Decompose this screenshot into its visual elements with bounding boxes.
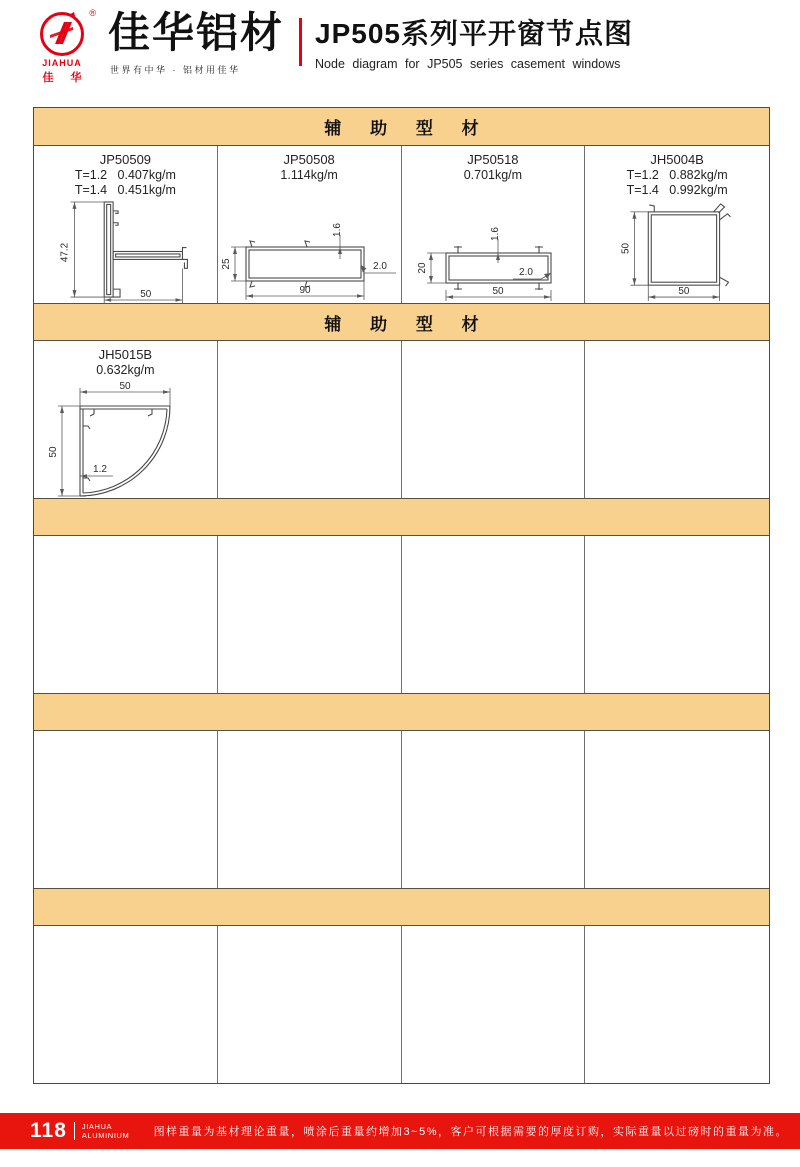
profile-spec: 0.701kg/m [463, 168, 523, 182]
profile-cell-jp50518 [402, 146, 586, 303]
section-band-3 [34, 498, 769, 536]
dim-label: 20 [417, 262, 429, 274]
table-row [34, 146, 769, 303]
dim-label: 1.6 [490, 227, 502, 241]
footer-brand [82, 1122, 130, 1140]
profile-spec: T=1.4 0.992kg/m [626, 183, 728, 197]
profile-name: JP50508 [283, 152, 335, 167]
table-row [34, 536, 769, 693]
empty-cell [585, 341, 769, 498]
empty-cell [218, 731, 402, 888]
brand-block [108, 10, 284, 76]
section-band-label: 辅 助 型 材 [324, 314, 491, 334]
page-subtitle: Node diagram for JP505 series casement windows [315, 57, 621, 71]
table-row [34, 926, 769, 1083]
section-band-1 [34, 108, 769, 146]
profile-cell-jh5015b [34, 341, 218, 498]
dim-label: 50 [678, 286, 690, 298]
page-number: 118 [30, 1119, 67, 1142]
footer-divider [74, 1122, 75, 1140]
profile-drawing-jh5004b [586, 198, 769, 303]
brand-title: 佳华铝材 [108, 9, 285, 56]
dim-label: 50 [492, 286, 504, 297]
logo-text-cn: 佳 华 [42, 72, 89, 84]
profile-spec: T=1.2 0.882kg/m [626, 168, 728, 182]
section-band-label: 辅 助 型 材 [324, 119, 491, 138]
empty-cell [402, 341, 586, 498]
profile-spec: 1.114kg/m [280, 168, 338, 182]
dim-label: 47.2 [59, 242, 71, 263]
brand-slogan: 世界有中华 · 铝材用佳华 [110, 65, 241, 75]
empty-cell [34, 536, 218, 693]
empty-cell [218, 536, 402, 693]
profile-drawing-jp50508 [218, 197, 401, 303]
jiahua-logo-icon [37, 10, 87, 58]
dim-label: 50 [620, 243, 632, 255]
dim-label: 1.6 [331, 223, 343, 237]
dim-label: 50 [140, 289, 152, 301]
empty-cell [585, 731, 769, 888]
empty-cell [34, 731, 218, 888]
empty-cell [585, 536, 769, 693]
profile-name: JP50518 [467, 152, 519, 167]
profile-spec: T=1.2 0.407kg/m [74, 168, 176, 182]
table-row [34, 731, 769, 888]
section-band-2 [34, 303, 769, 341]
page-title: JP505系列平开窗节点图 [315, 18, 633, 49]
dim-label: 2.0 [519, 267, 534, 278]
dim-label: 1.2 [92, 464, 107, 475]
dim-label: 2.0 [372, 261, 387, 272]
section-band-5 [34, 888, 769, 926]
empty-cell [402, 731, 586, 888]
profile-cell-jp50508 [218, 146, 402, 303]
dim-label: 50 [47, 446, 59, 458]
footer-disclaimer: 图样重量为基材理论重量，喷涂后重量约增加3~5%，客户可根据需要的厚度订购，实际重量以过磅时的重量为准。 [153, 1126, 788, 1138]
section-band-4 [34, 693, 769, 731]
profile-cell-jh5004b [585, 146, 769, 303]
profile-drawing-jp50509 [34, 198, 217, 303]
profile-drawing-jp50518 [402, 197, 585, 303]
empty-cell [585, 926, 769, 1083]
empty-cell [402, 926, 586, 1083]
empty-cell [218, 926, 402, 1083]
logo-text-en: JIAHUA [42, 58, 82, 68]
footer-brand-line1: JIAHUA [81, 1122, 113, 1131]
profile-spec: 0.632kg/m [96, 363, 155, 377]
profile-name: JP50509 [99, 152, 152, 167]
dim-label: 90 [299, 285, 311, 296]
header-divider [299, 18, 302, 66]
empty-cell [402, 536, 586, 693]
table-row [34, 341, 769, 498]
dim-label: 50 [119, 381, 131, 392]
company-logo [26, 10, 98, 85]
empty-cell [34, 926, 218, 1083]
profile-spec: T=1.4 0.451kg/m [74, 183, 176, 197]
registered-trademark-icon: ® [89, 8, 96, 18]
profile-table [33, 107, 770, 1084]
profile-name: JH5004B [650, 152, 704, 167]
footer-brand-line2: ALUMINIUM [81, 1131, 130, 1140]
profile-name: JH5015B [98, 347, 153, 362]
profile-cell-jp50509 [34, 146, 218, 303]
page-header [26, 10, 776, 92]
page-footer [0, 1113, 800, 1149]
dim-label: 25 [220, 258, 232, 270]
profile-drawing-jh5015b [34, 378, 217, 498]
title-block [315, 12, 633, 71]
empty-cell [218, 341, 402, 498]
